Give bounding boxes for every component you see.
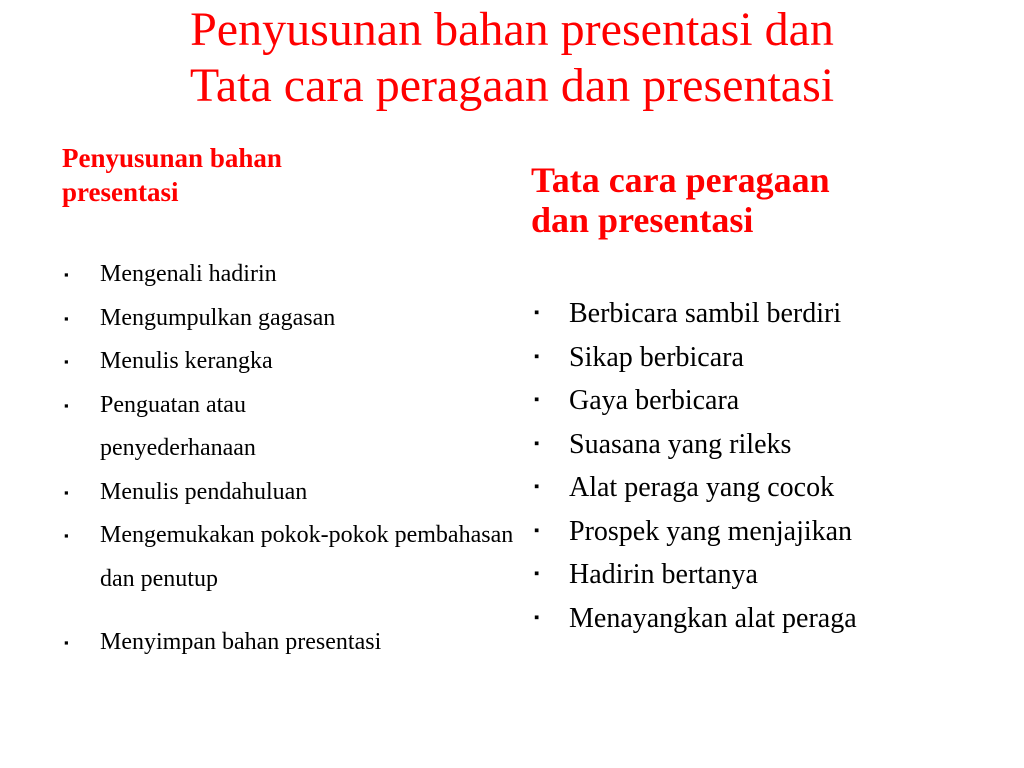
list-item-text: Suasana yang rileks xyxy=(569,428,792,460)
list-item-text: Mengenali hadirin xyxy=(100,261,277,287)
list-item-text: Berbicara sambil berdiri xyxy=(569,298,842,329)
slide-title-line-2: Tata cara peragaan dan presentasi xyxy=(189,59,835,112)
list-item xyxy=(62,297,502,341)
square-bullet-icon: ▪ xyxy=(64,528,69,543)
list-item xyxy=(62,384,350,471)
list-item xyxy=(531,597,1001,641)
list-item xyxy=(62,471,502,515)
list-item-text: Menulis kerangka xyxy=(100,348,273,374)
square-bullet-icon: ▪ xyxy=(534,479,540,495)
list-item-text: Gaya berbicara xyxy=(569,385,740,416)
list-item-text: Hadirin bertanya xyxy=(569,559,758,590)
list-item xyxy=(531,466,1001,510)
list-item-text: Menyimpan bahan presentasi xyxy=(100,629,382,655)
right-bullet-list xyxy=(531,292,1001,640)
list-item-text: Mengumpulkan gagasan xyxy=(100,304,336,331)
square-bullet-icon: ▪ xyxy=(534,522,540,539)
list-item-text: Menayangkan alat peraga xyxy=(569,602,857,634)
square-bullet-icon: ▪ xyxy=(64,635,69,650)
square-bullet-icon: ▪ xyxy=(534,435,540,452)
square-bullet-icon: ▪ xyxy=(534,392,540,408)
slide-title xyxy=(0,2,1024,114)
list-item xyxy=(531,336,1001,380)
right-heading-line-2: dan presentasi xyxy=(531,200,754,240)
list-item-text: Penguatan atau penyederhanaan xyxy=(100,391,256,461)
square-bullet-icon: ▪ xyxy=(64,484,69,500)
list-item xyxy=(531,510,1001,554)
left-heading-line-2: presentasi xyxy=(62,177,179,207)
slide-title-line-1: Penyusunan bahan presentasi dan xyxy=(190,3,834,56)
list-item-text: Menulis pendahuluan xyxy=(100,478,308,505)
square-bullet-icon: ▪ xyxy=(64,397,69,413)
square-bullet-icon: ▪ xyxy=(534,348,540,365)
list-item xyxy=(531,553,1001,597)
square-bullet-icon: ▪ xyxy=(534,609,540,626)
square-bullet-icon: ▪ xyxy=(64,310,69,326)
list-item-text: Mengemukakan pokok-pokok pembahasan dan penutup xyxy=(100,522,514,592)
right-heading-line-1: Tata cara peragaan xyxy=(531,160,830,200)
list-item xyxy=(531,379,1001,423)
right-column-heading xyxy=(531,160,931,240)
left-bullet-list xyxy=(62,253,514,665)
list-item xyxy=(62,621,502,665)
list-item-text: Alat peraga yang cocok xyxy=(569,472,835,503)
left-heading-line-1: Penyusunan bahan xyxy=(62,143,282,173)
square-bullet-icon: ▪ xyxy=(534,305,540,321)
list-item-text: Sikap berbicara xyxy=(569,341,744,373)
list-item xyxy=(62,514,525,601)
square-bullet-icon: ▪ xyxy=(534,566,540,582)
square-bullet-icon: ▪ xyxy=(64,354,69,369)
list-item-text: Prospek yang menjajikan xyxy=(569,515,853,547)
list-item xyxy=(531,423,1001,467)
list-item xyxy=(62,253,502,297)
square-bullet-icon: ▪ xyxy=(64,267,69,282)
list-item xyxy=(531,292,1001,336)
list-item xyxy=(62,340,502,384)
left-column-heading xyxy=(62,141,392,209)
